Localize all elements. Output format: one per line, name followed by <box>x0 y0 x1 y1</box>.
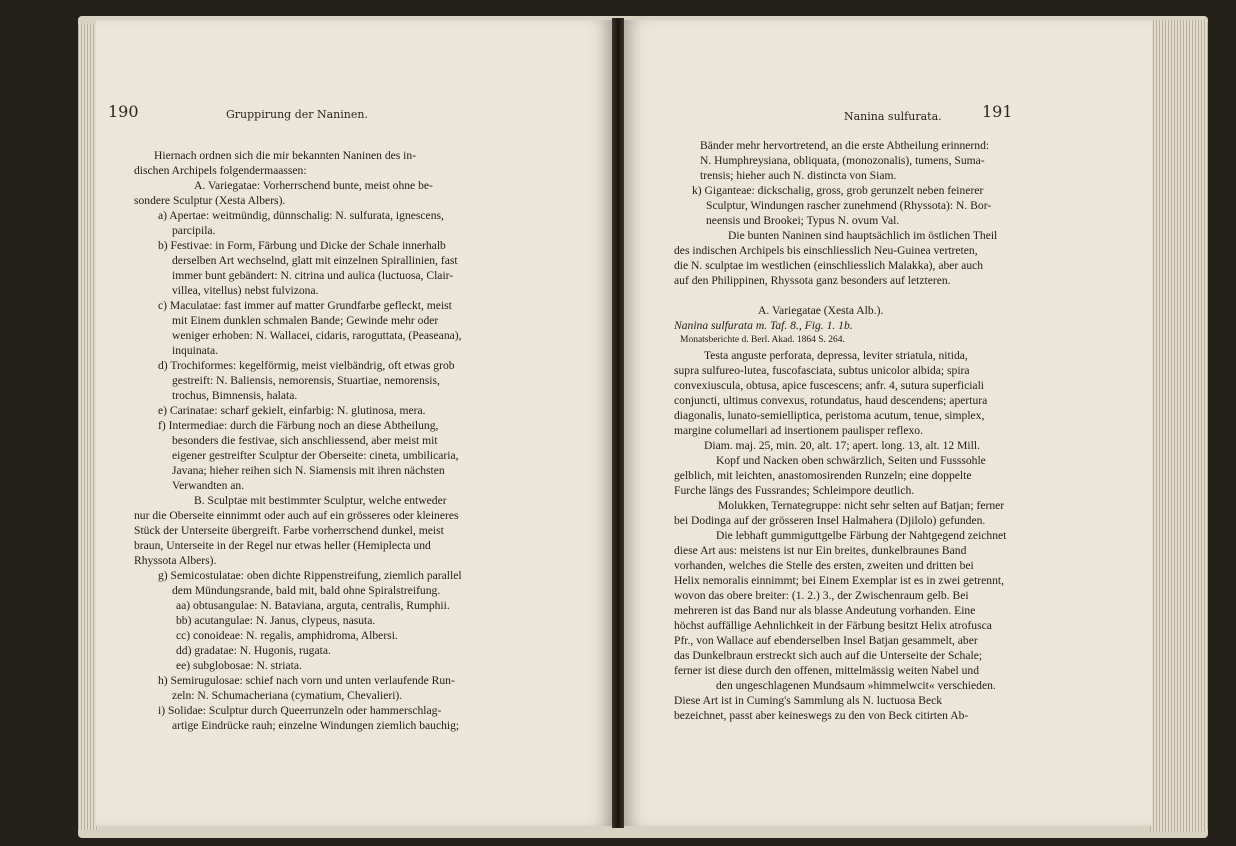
text-line: zeln: N. Schumacheriana (cymatium, Chevalieri). <box>172 689 403 702</box>
text-line: e) Carinatae: scharf gekielt, einfarbig: N. glutinosa, mera. <box>158 404 426 417</box>
text-line: Nanina sulfurata m. Taf. 8., Fig. 1. 1b. <box>674 319 853 332</box>
text-line: a) Apertae: weitmündig, dünnschalig: N. sulfurata, ignescens, <box>158 209 444 222</box>
text-line: Diese Art ist in Cuming's Sammlung als N. luctuosa Beck <box>674 694 943 707</box>
text-line: conjuncti, ultimus convexus, rotundatus, haud descendens; apertura <box>674 394 988 407</box>
text-line: Die lebhaft gummiguttgelbe Färbung der Nahtgegend zeichnet <box>716 529 1007 542</box>
right-page <box>624 20 1152 826</box>
text-line: mehreren ist das Band nur als blasse Andeutung vorhanden. Eine <box>674 604 976 617</box>
text-line: dem Mündungsrande, bald mit, bald ohne Spiralstreifung. <box>172 584 441 597</box>
left-page-body <box>134 148 594 733</box>
text-line: den ungeschlagenen Mundsaum »himmelwcit« verschieden. <box>716 679 996 692</box>
text-line: b) Festivae: in Form, Färbung und Dicke der Schale innerhalb <box>158 239 446 252</box>
text-line: h) Semirugulosae: schief nach vorn und unten verlaufende Run- <box>158 674 455 687</box>
text-line: N. Humphreysiana, obliquata, (monozonalis), tumens, Suma- <box>700 154 985 167</box>
text-line: immer bunt gebändert: N. citrina und aulica (luctuosa, Clair- <box>172 269 454 282</box>
text-line: cc) conoideae: N. regalis, amphidroma, Albersi. <box>176 629 398 642</box>
text-line: supra sulfureo-lutea, fuscofasciata, subtus unicolor albida; spira <box>674 364 970 377</box>
left-page-edges <box>78 24 98 830</box>
text-line: Javana; hieher reihen sich N. Siamensis mit ihren nächsten <box>172 464 445 477</box>
text-line: das Dunkelbraun erstreckt sich auch auf die Unterseite der Schale; <box>674 649 983 662</box>
text-line: auf den Philippinen, Rhyssota ganz besonders auf letzteren. <box>674 274 951 287</box>
text-line: g) Semicostulatae: oben dichte Rippenstreifung, ziemlich parallel <box>158 569 462 582</box>
text-line: bei Dodinga auf der grösseren Insel Halmahera (Djilolo) gefunden. <box>674 514 986 527</box>
text-line: gelblich, mit leichten, anastomosirenden Runzeln; eine doppelte <box>674 469 972 482</box>
text-line: braun, Unterseite in der Regel nur etwas heller (Hemiplecta und <box>134 539 431 552</box>
text-line: besonders die festivae, sich anschliessend, aber meist mit <box>172 434 438 447</box>
text-line: Bänder mehr hervortretend, an die erste Abtheilung erinnernd: <box>700 139 990 152</box>
text-line: ferner ist diese durch den offenen, mittelmässig weiten Nabel und <box>674 664 979 677</box>
text-line: wovon das obere breiter: (1. 2.) 3., der Zwischenraum gelb. Bei <box>674 589 969 602</box>
book-gutter <box>612 18 624 828</box>
left-page <box>96 20 612 826</box>
page-number: 191 <box>982 102 1013 121</box>
text-line: Furche längs des Fussrandes; Schleimpore deutlich. <box>674 484 915 497</box>
text-line: Die bunten Naninen sind hauptsächlich im östlichen Theil <box>728 229 998 242</box>
text-line: des indischen Archipels bis einschliesslich Neu-Guinea vertreten, <box>674 244 978 257</box>
text-line: nur die Oberseite einnimmt oder auch auf ein grösseres oder kleineres <box>134 509 459 522</box>
text-line: parcipila. <box>172 224 216 237</box>
text-line: margine columellari ad insertionem paulisper reflexo. <box>674 424 923 437</box>
text-line: A. Variegatae: Vorherrschend bunte, meist ohne be- <box>194 179 433 192</box>
text-line: d) Trochiformes: kegelförmig, meist vielbändrig, oft etwas grob <box>158 359 455 372</box>
text-line: Helix nemoralis einnimmt; bei Einem Exemplar ist es in zwei getrennt, <box>674 574 1005 587</box>
text-line: Hiernach ordnen sich die mir bekannten Naninen des in- <box>154 149 417 162</box>
text-line: c) Maculatae: fast immer auf matter Grundfarbe gefleckt, meist <box>158 299 452 312</box>
text-line: convexiuscula, obtusa, apice fuscescens; anfr. 4, sutura superficiali <box>674 379 985 392</box>
text-line: f) Intermediae: durch die Färbung noch an diese Abtheilung, <box>158 419 439 432</box>
text-line: bb) acutangulae: N. Janus, clypeus, nasuta. <box>176 614 376 627</box>
text-line: inquinata. <box>172 344 219 357</box>
text-line: höchst auffällige Aehnlichkeit in der Färbung besitzt Helix atrofusca <box>674 619 992 632</box>
text-line: Rhyssota Albers). <box>134 554 217 567</box>
text-line: Sculptur, Windungen rascher zunehmend (Rhyssota): N. Bor- <box>706 199 992 212</box>
text-line: weniger erhoben: N. Wallacei, cidaris, raroguttata, (Peaseana), <box>172 329 462 342</box>
text-line: trochus, Bimnensis, halata. <box>172 389 298 402</box>
page-number: 190 <box>108 102 139 121</box>
text-line: mit Einem dunklen schmalen Bande; Gewinde mehr oder <box>172 314 439 327</box>
text-line: Pfr., von Wallace auf ebenderselben Insel Batjan gesammelt, aber <box>674 634 978 647</box>
text-line: eigener gestreifter Sculptur der Oberseite: cineta, umbilicaria, <box>172 449 459 462</box>
text-line: Kopf und Nacken oben schwärzlich, Seiten und Fusssohle <box>716 454 986 467</box>
text-line: B. Sculptae mit bestimmter Sculptur, welche entweder <box>194 494 447 507</box>
text-line: neensis und Brookei; Typus N. ovum Val. <box>706 214 900 227</box>
text-line: villea, vitellus) nebst fulvizona. <box>172 284 319 297</box>
running-head: Nanina sulfurata. <box>844 110 942 123</box>
text-line: dischen Archipels folgendermaassen: <box>134 164 307 177</box>
text-line: k) Giganteae: dickschalig, gross, grob gerunzelt neben feinerer <box>692 184 984 197</box>
text-line: ee) subglobosae: N. striata. <box>176 659 302 672</box>
text-line: Testa anguste perforata, depressa, leviter striatula, nitida, <box>704 349 968 362</box>
text-line: trensis; hieher auch N. distincta von Siam. <box>700 169 897 182</box>
right-page-edges <box>1150 20 1208 832</box>
left-page-header <box>108 102 368 121</box>
text-line <box>674 288 1136 303</box>
text-line: i) Solidae: Sculptur durch Queerrunzeln oder hammerschlag- <box>158 704 442 717</box>
text-line: vorhanden, welches die Stelle des ersten, zweiten und dritten bei <box>674 559 974 572</box>
text-line: A. Variegatae (Xesta Alb.). <box>758 304 884 317</box>
text-line: diese Art aus: meistens ist nur Ein breites, dunkelbraunes Band <box>674 544 967 557</box>
text-line: aa) obtusangulae: N. Bataviana, arguta, centralis, Rumphii. <box>176 599 450 612</box>
text-line: derselben Art wechselnd, glatt mit einzelnen Spirallinien, fast <box>172 254 458 267</box>
text-line: Molukken, Ternategruppe: nicht sehr selten auf Batjan; ferner <box>718 499 1005 512</box>
text-line: artige Eindrücke rauh; einzelne Windungen ziemlich bauchig; <box>172 719 460 732</box>
text-line: Stück der Unterseite übergreift. Farbe vorherrschend dunkel, meist <box>134 524 444 537</box>
text-line: die N. sculptae im westlichen (einschliesslich Malakka), aber auch <box>674 259 984 272</box>
text-line: Monatsberichte d. Berl. Akad. 1864 S. 264. <box>680 335 845 345</box>
text-line: Diam. maj. 25, min. 20, alt. 17; apert. long. 13, alt. 12 Mill. <box>704 439 980 452</box>
right-page-header <box>844 102 1013 123</box>
text-line: bezeichnet, passt aber keineswegs zu den von Beck citirten Ab- <box>674 709 969 722</box>
text-line: sondere Sculptur (Xesta Albers). <box>134 194 286 207</box>
text-line: diagonalis, lunato-semielliptica, peristoma acutum, tenue, simplex, <box>674 409 985 422</box>
text-line: gestreift: N. Baliensis, nemorensis, Stuartiae, nemorensis, <box>172 374 440 387</box>
running-head: Gruppirung der Naninen. <box>226 108 368 121</box>
right-page-body <box>674 138 1136 723</box>
text-line: Verwandten an. <box>172 479 245 492</box>
text-line: dd) gradatae: N. Hugonis, rugata. <box>176 644 331 657</box>
